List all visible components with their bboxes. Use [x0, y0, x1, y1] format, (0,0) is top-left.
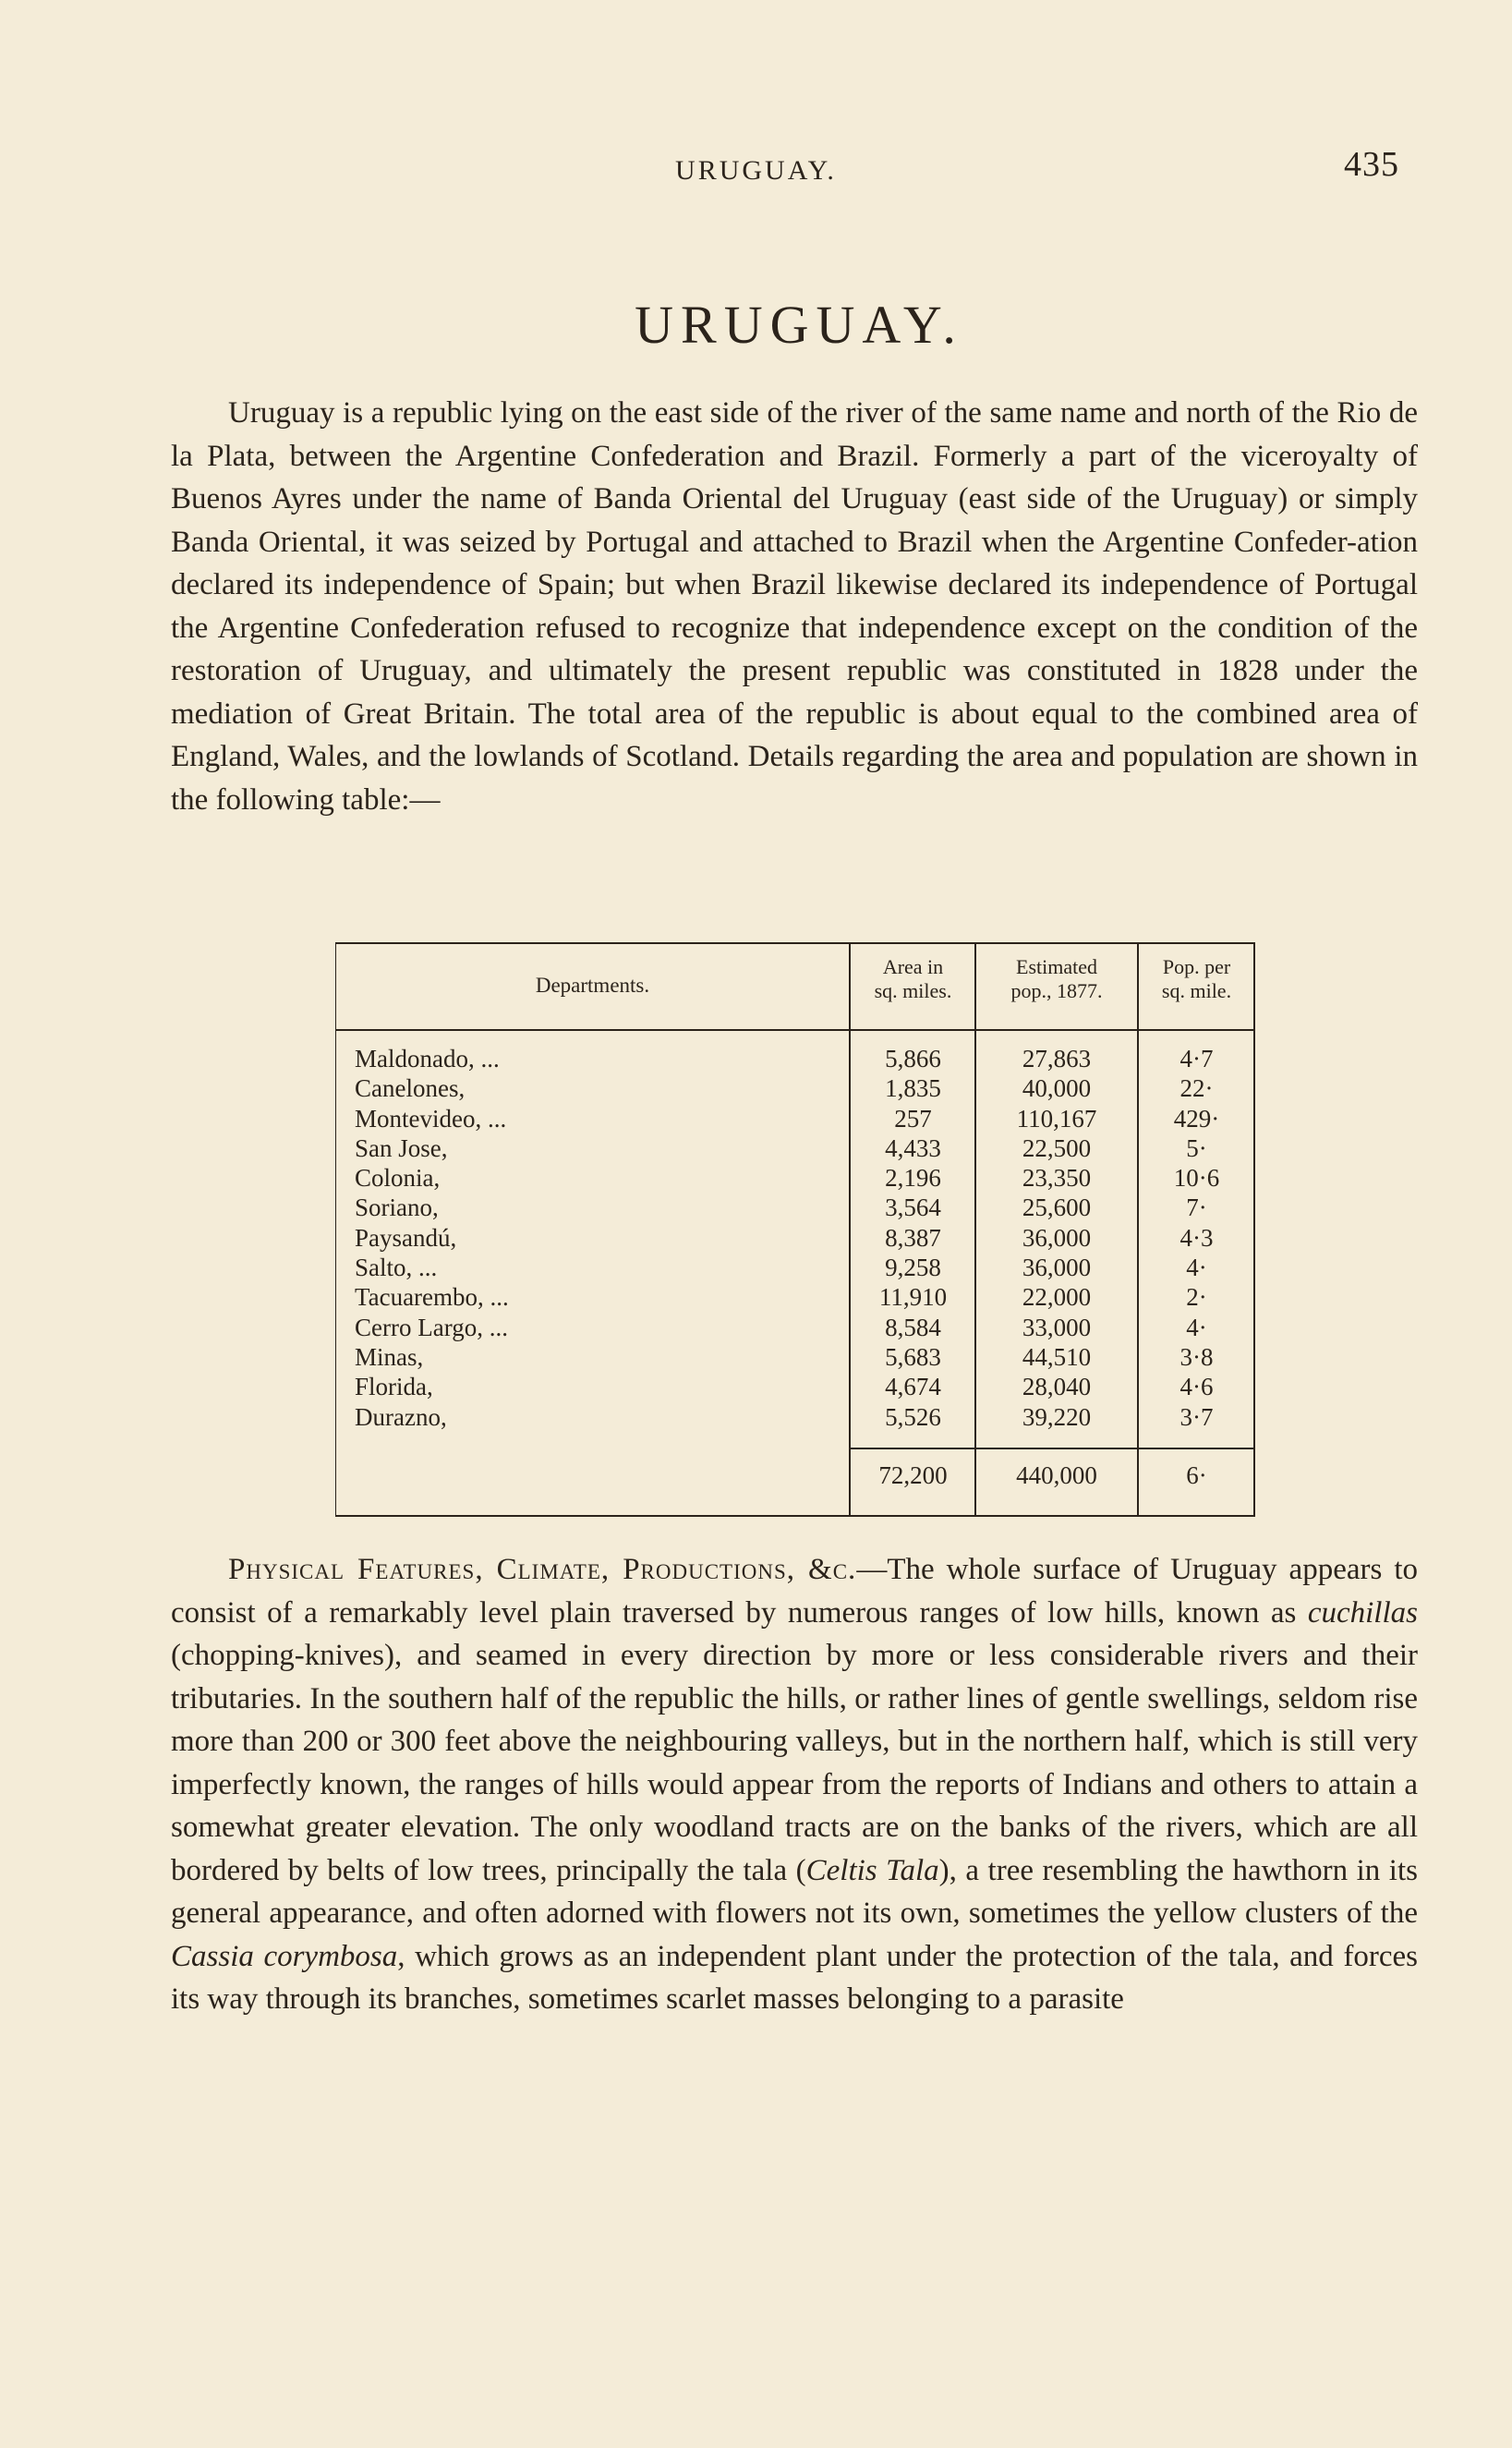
header-rule: [336, 1029, 1253, 1031]
area-cell: 4,433: [885, 1133, 941, 1162]
population-cell: 110,167: [1016, 1104, 1097, 1133]
section-heading: Physical Features, Climate, Productions, &c.: [228, 1553, 857, 1586]
population-cell: 36,000: [1022, 1254, 1092, 1282]
area-cell: 9,258: [885, 1254, 941, 1282]
department-name: Cerro Largo, ...: [355, 1313, 508, 1341]
department-name: Florida,: [355, 1373, 433, 1401]
total-row: [336, 1460, 1253, 1491]
area-cell: 5,866: [885, 1045, 941, 1073]
area-cell: 8,387: [885, 1223, 941, 1252]
density-cell: 4·: [1186, 1254, 1207, 1282]
total-rule: [850, 1448, 1253, 1449]
department-name: Colonia,: [355, 1164, 441, 1193]
department-name: Minas,: [355, 1342, 424, 1371]
total-area: 72,200: [878, 1461, 948, 1489]
density-cell: 4·3: [1179, 1223, 1214, 1252]
area-cell: 257: [894, 1104, 932, 1133]
area-cell: 3,564: [885, 1194, 941, 1222]
header-dens-line2: sq. mile.: [1161, 979, 1232, 1002]
department-name: San Jose,: [355, 1133, 448, 1162]
table-row: [336, 1372, 1253, 1401]
total-population: 440,000: [1016, 1461, 1097, 1489]
population-cell: 22,500: [1022, 1133, 1092, 1162]
header-area: [851, 955, 975, 1003]
table-row: [336, 1282, 1253, 1312]
total-density: 6·: [1186, 1461, 1207, 1489]
italic-term: Celtis Tala: [805, 1853, 939, 1887]
density-cell: 3·7: [1179, 1402, 1214, 1431]
physical-features-paragraph: [171, 1548, 1418, 2021]
table-row: [336, 1402, 1253, 1432]
body-text: —The whole surface of Uruguay appears to consist of a remarkably level plain traversed by numerous ranges of low hills, known as: [171, 1553, 1418, 1630]
population-cell: 28,040: [1022, 1373, 1092, 1401]
italic-term: cuchillas: [1307, 1595, 1418, 1630]
density-cell: 429·: [1173, 1104, 1220, 1133]
department-name: Durazno,: [355, 1402, 447, 1431]
table-row: [336, 1133, 1253, 1163]
department-name: Canelones,: [355, 1074, 466, 1103]
area-cell: 4,674: [885, 1373, 941, 1401]
density-cell: 4·7: [1179, 1045, 1214, 1073]
header-area-line2: sq. miles.: [874, 979, 952, 1002]
running-head: URUGUAY.: [675, 155, 837, 186]
density-cell: 5·: [1186, 1133, 1207, 1162]
department-name: Paysandú,: [355, 1223, 457, 1252]
table-row: [336, 1342, 1253, 1372]
department-name: Maldonado, ...: [355, 1045, 500, 1073]
population-cell: 23,350: [1022, 1164, 1092, 1193]
density-cell: 3·8: [1179, 1342, 1214, 1371]
header-density: [1139, 955, 1254, 1003]
page-number: 435: [1344, 145, 1399, 184]
population-cell: 44,510: [1022, 1342, 1092, 1371]
department-name: Montevideo, ...: [355, 1104, 507, 1133]
header-departments: Departments.: [535, 974, 650, 997]
area-cell: 5,683: [885, 1342, 941, 1371]
body-text: (chopping-knives), and seamed in every direction by more or less considerable rivers and their tributaries. In the southern half of the republic the hills, or rather lines of gentle swellings, seldom rise more than 200 or 300 feet above the neighbouring valleys, but in the northern half, which is still very imperfectly known, the ranges of hills would appear from the reports of Indians and others to attain a somewhat greater elevation. The only woodland tracts are on the banks of the rivers, which are all bordered by belts of low trees, principally the tala (: [171, 1639, 1418, 1887]
department-name: Tacuarembo, ...: [355, 1283, 509, 1312]
table-row: [336, 1193, 1253, 1222]
density-cell: 7·: [1186, 1194, 1207, 1222]
header-area-line1: Area in: [882, 955, 944, 978]
area-cell: 2,196: [885, 1164, 941, 1193]
header-pop-line1: Estimated: [1016, 955, 1097, 978]
intro-paragraph: Uruguay is a republic lying on the east side of the river of the same name and north of the Rio de la Plata, between the Argentine Confederation and Brazil. Formerly a part of the viceroyalty of Buenos Ayres under the name of Banda Oriental del Uruguay (east side of the Uruguay) or simply Banda Oriental, it was seized by Portugal and attached to Brazil when the Argentine Confeder-ation declared its independence of Spain; but when Brazil likewise declared its independence of Portugal the Argentine Confederation refused to recognize that independence except on the condition of the restoration of Uruguay, and ultimately the present republic was constituted in 1828 under the mediation of Great Britain. The total area of the republic is about equal to the combined area of England, Wales, and the lowlands of Scotland. Details regarding the area and population are shown in the following table:—: [171, 396, 1418, 817]
population-cell: 22,000: [1022, 1283, 1092, 1312]
density-cell: 4·6: [1179, 1373, 1214, 1401]
table-row: [336, 1104, 1253, 1133]
area-cell: 8,584: [885, 1313, 941, 1341]
population-cell: 36,000: [1022, 1223, 1092, 1252]
population-table: [335, 942, 1255, 1517]
area-cell: 1,835: [885, 1074, 941, 1103]
density-cell: 10·6: [1173, 1164, 1220, 1193]
population-cell: 33,000: [1022, 1313, 1092, 1341]
table-row: [336, 1044, 1253, 1073]
population-cell: 27,863: [1022, 1045, 1092, 1073]
table-row: [336, 1313, 1253, 1342]
area-cell: 5,526: [885, 1402, 941, 1431]
page-title: URUGUAY.: [635, 295, 963, 355]
table-body: [336, 1044, 1253, 1432]
header-pop-line2: pop., 1877.: [1010, 979, 1103, 1002]
population-cell: 25,600: [1022, 1194, 1092, 1222]
department-name: Salto, ...: [355, 1254, 438, 1282]
density-cell: 4·: [1186, 1313, 1207, 1341]
table-row: [336, 1223, 1253, 1253]
header-population: [976, 955, 1137, 1003]
density-cell: 22·: [1179, 1074, 1214, 1103]
table-row: [336, 1073, 1253, 1103]
area-cell: 11,910: [878, 1283, 948, 1312]
department-name: Soriano,: [355, 1194, 439, 1222]
table-row: [336, 1163, 1253, 1193]
italic-term: Cassia corymbosa: [171, 1939, 398, 1973]
density-cell: 2·: [1186, 1283, 1207, 1312]
population-cell: 40,000: [1022, 1074, 1092, 1103]
body-text: ), a tree resembling the hawthorn in its general appearance, and often adorned with flowers not its own, sometimes the yellow clusters of the: [171, 1853, 1418, 1930]
header-dens-line1: Pop. per: [1162, 955, 1231, 978]
population-cell: 39,220: [1022, 1402, 1092, 1431]
body-text: , which grows as an independent plant under the protection of the tala, and forces its way through its branches, sometimes scarlet masses belonging to a parasite: [171, 1939, 1418, 2016]
table-row: [336, 1253, 1253, 1282]
